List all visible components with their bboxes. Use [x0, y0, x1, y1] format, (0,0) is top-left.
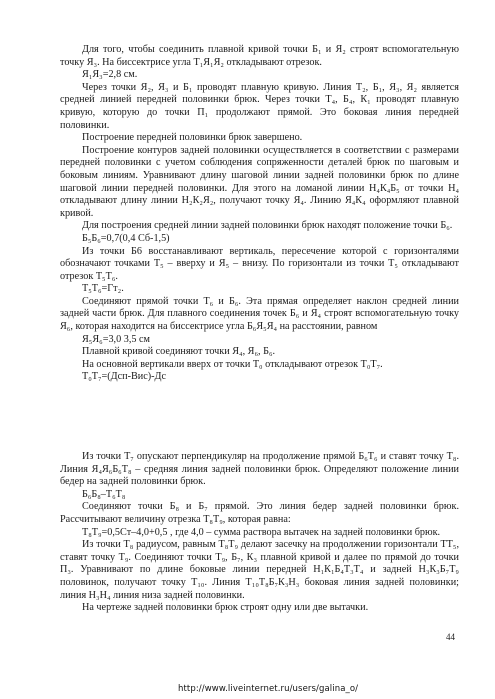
paragraph: Плавной кривой соединяют точки Я₄, Я₆, Б₆. [82, 346, 276, 358]
page-number: 44 [446, 632, 455, 642]
paragraph: На чертеже задней половинки брюк строят одну или две вытачки. [82, 602, 369, 614]
paragraph: Из точки Т₇ опускают перпендикуляр на продолжение прямой Б₆Т₆ и ставят точку Т₈. Линия Я₄Я₆Б₆Т₈ – средняя линия задней половинки брюк. Определяют положение линии бедер на задней половинки брюк. [60, 451, 459, 488]
text-block-top [60, 44, 459, 384]
paragraph: Соединяют точки Б₈ и Б₇ прямой. Это линия бедер задней половинки брюк. Рассчитывают величину отрезка Т₈Т₉, которая равна: [60, 501, 459, 525]
paragraph: Для того, чтобы соединить плавной кривой точки Б₁ и Я₂ строят вспомогательную точку Я₃. На биссектрисе угла Т₁Я₁Я₂ откладывают отрезок. [60, 44, 459, 68]
paragraph: Т₅Т₆=Гт₂. [82, 283, 124, 295]
paragraph: Б₆Б₈–Т₆Т₈ [82, 488, 126, 500]
paragraph: Я₁Я₃=2,8 см. [82, 69, 138, 81]
footer-url-link[interactable]: http://www.liveinternet.ru/users/galina_o/ [178, 684, 359, 694]
paragraph: Из точки Т₈ радиусом, равным Т₈Т₉ делают засечку на продолжении горизонтали ТТ₅, ставят точку Т₉. Соединяют точки Т₉, Б₇, К₃ плавной кривой и далее по прямой до точки П₃. Уравнивают по длине боковые линии передней Н₁К₁Б₄Т₃Т₄ и задней Н₃К₃Б₇Т₉ половинок, получают точку Т₁₀. Линия Т₁₀Т₈Б₇К₃Н₃ боковая линия задней половинки; линия Н₃Н₄ линия низа задней половинки. [60, 539, 459, 601]
paragraph: Я₅Я₆=3,0 3,5 см [82, 333, 150, 345]
paragraph: Соединяют прямой точки Т₆ и Б₆. Эта прямая определяет наклон средней линии задней части брюк. Для плавного соединения точек Б₆ и Я₄ строят вспомогательную точку Я₆, которая находится на биссектрисе угла Б₆Я₅Я₄ на расстоянии, равном [60, 295, 459, 333]
paragraph: Из точки Б6 восстанавливают вертикаль, пересечение которой с горизонталями обозначают точками Т₅ – вверху и Я₅ – внизу. По горизонтали из точки Т₅ откладывают отрезок Т₅Т₆. [60, 245, 459, 282]
paragraph: Б₅Б₆=0,7(0,4 Сб-1,5) [82, 232, 170, 244]
paragraph: Т₀Т₇=(Дсп-Вис)-Дс [82, 371, 167, 383]
text-block-bottom [60, 451, 459, 615]
paragraph: На основной вертикали вверх от точки Т₀ откладывают отрезок Т₀Т₇. [82, 358, 383, 370]
paragraph: Построение контуров задней половинки осуществляется в соответствии с размерами передней половинки с учетом соблюдения сопряженности деталей брюк по шаговым и боковым линиям. Уравнивают длину шаговой линии задней половинки брюк по длине шаговой линии передней половинки. Для этого на ломаной линии Н₄К₄Б₅ от точки Н₄ откладывают длину линии Н₂К₂Я₂, получают точку Я₄. Линию Я₄К₄ оформляют плавной кривой. [60, 144, 459, 219]
paragraph: Для построения средней линии задней половинки брюк находят положение точки Б₆. [82, 220, 453, 232]
paragraph: Т₈Т₉=0,5Ст–4,0+0,5 , где 4,0 – сумма раствора вытачек на задней половинки брюк. [82, 526, 441, 538]
paragraph: Через точки Я₂, Я₃ и Б₁ проводят плавную кривую. Линия Т₂, Б₁, Я₃, Я₂ является средней линией передней половинки брюк. Через точки Т₄, Б₄, К₁ проводят плавную кривую, которую до точки П₁ продолжают прямой. Это боковая линия передней половинки. [60, 81, 459, 131]
paragraph: Построение передней половинки брюк завершено. [82, 132, 303, 144]
